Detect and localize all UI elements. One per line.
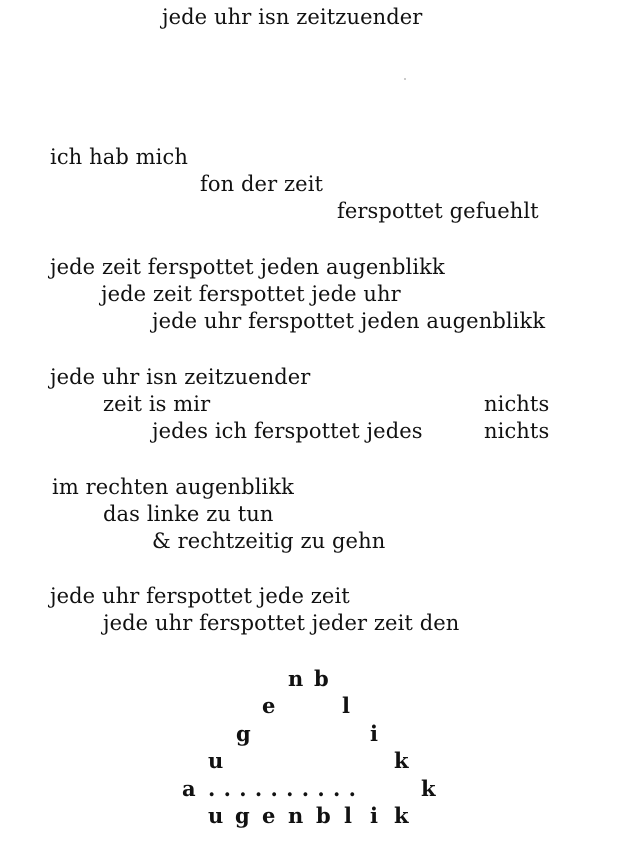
stanza-1-line-1: ich hab mich	[50, 145, 188, 169]
stanza-1-line-3: ferspottet gefuehlt	[337, 199, 539, 223]
figure-letter: b	[314, 666, 329, 691]
stanza-1-line-2: fon der zeit	[200, 172, 324, 196]
stanza-5-line-2: jede uhr ferspottet jeder zeit den	[103, 611, 460, 635]
stanza-3-line-3: jedes ich ferspottet jedes	[152, 419, 423, 443]
stanza-2-line-3: jede uhr ferspottet jeden augenblikk	[152, 309, 546, 333]
stanza-3-line-2: zeit is mir	[103, 392, 211, 416]
stanza-3-line-1: jede uhr isn zeitzuender	[50, 365, 311, 389]
figure-letter: i	[370, 721, 378, 746]
figure-letter: b	[316, 803, 331, 828]
stanza-3-line-3-nichts: nichts	[484, 419, 550, 443]
figure-letter: g	[235, 803, 250, 828]
figure-letter: k	[394, 803, 409, 828]
figure-letter: n	[288, 803, 304, 828]
figure-letter: a	[182, 776, 196, 801]
stanza-4-line-3: & rechtzeitig zu gehn	[152, 529, 386, 553]
figure-letter: k	[421, 776, 436, 801]
figure-letter: e	[262, 803, 276, 828]
figure-letter: e	[262, 693, 276, 718]
figure-letter: u	[208, 748, 224, 773]
poem-title: jede uhr isn zeitzuender	[162, 5, 423, 29]
stanza-3-line-2-nichts: nichts	[484, 392, 550, 416]
figure-letter: l	[342, 693, 350, 718]
figure-letter: u	[208, 803, 224, 828]
stanza-2-line-2: jede zeit ferspottet jede uhr	[101, 282, 401, 306]
paper-speck	[404, 78, 406, 80]
figure-letter: k	[394, 748, 409, 773]
stanza-2-line-1: jede zeit ferspottet jeden augenblikk	[50, 255, 445, 279]
stanza-4-line-2: das linke zu tun	[103, 502, 274, 526]
figure-letter: g	[236, 721, 251, 746]
stanza-5-line-1: jede uhr ferspottet jede zeit	[50, 584, 350, 608]
figure-dots: . . . . . . . . . .	[208, 776, 357, 801]
figure-letter: n	[288, 666, 304, 691]
stanza-4-line-1: im rechten augenblikk	[52, 475, 294, 499]
figure-letter: l	[344, 803, 352, 828]
figure-letter: i	[370, 803, 378, 828]
